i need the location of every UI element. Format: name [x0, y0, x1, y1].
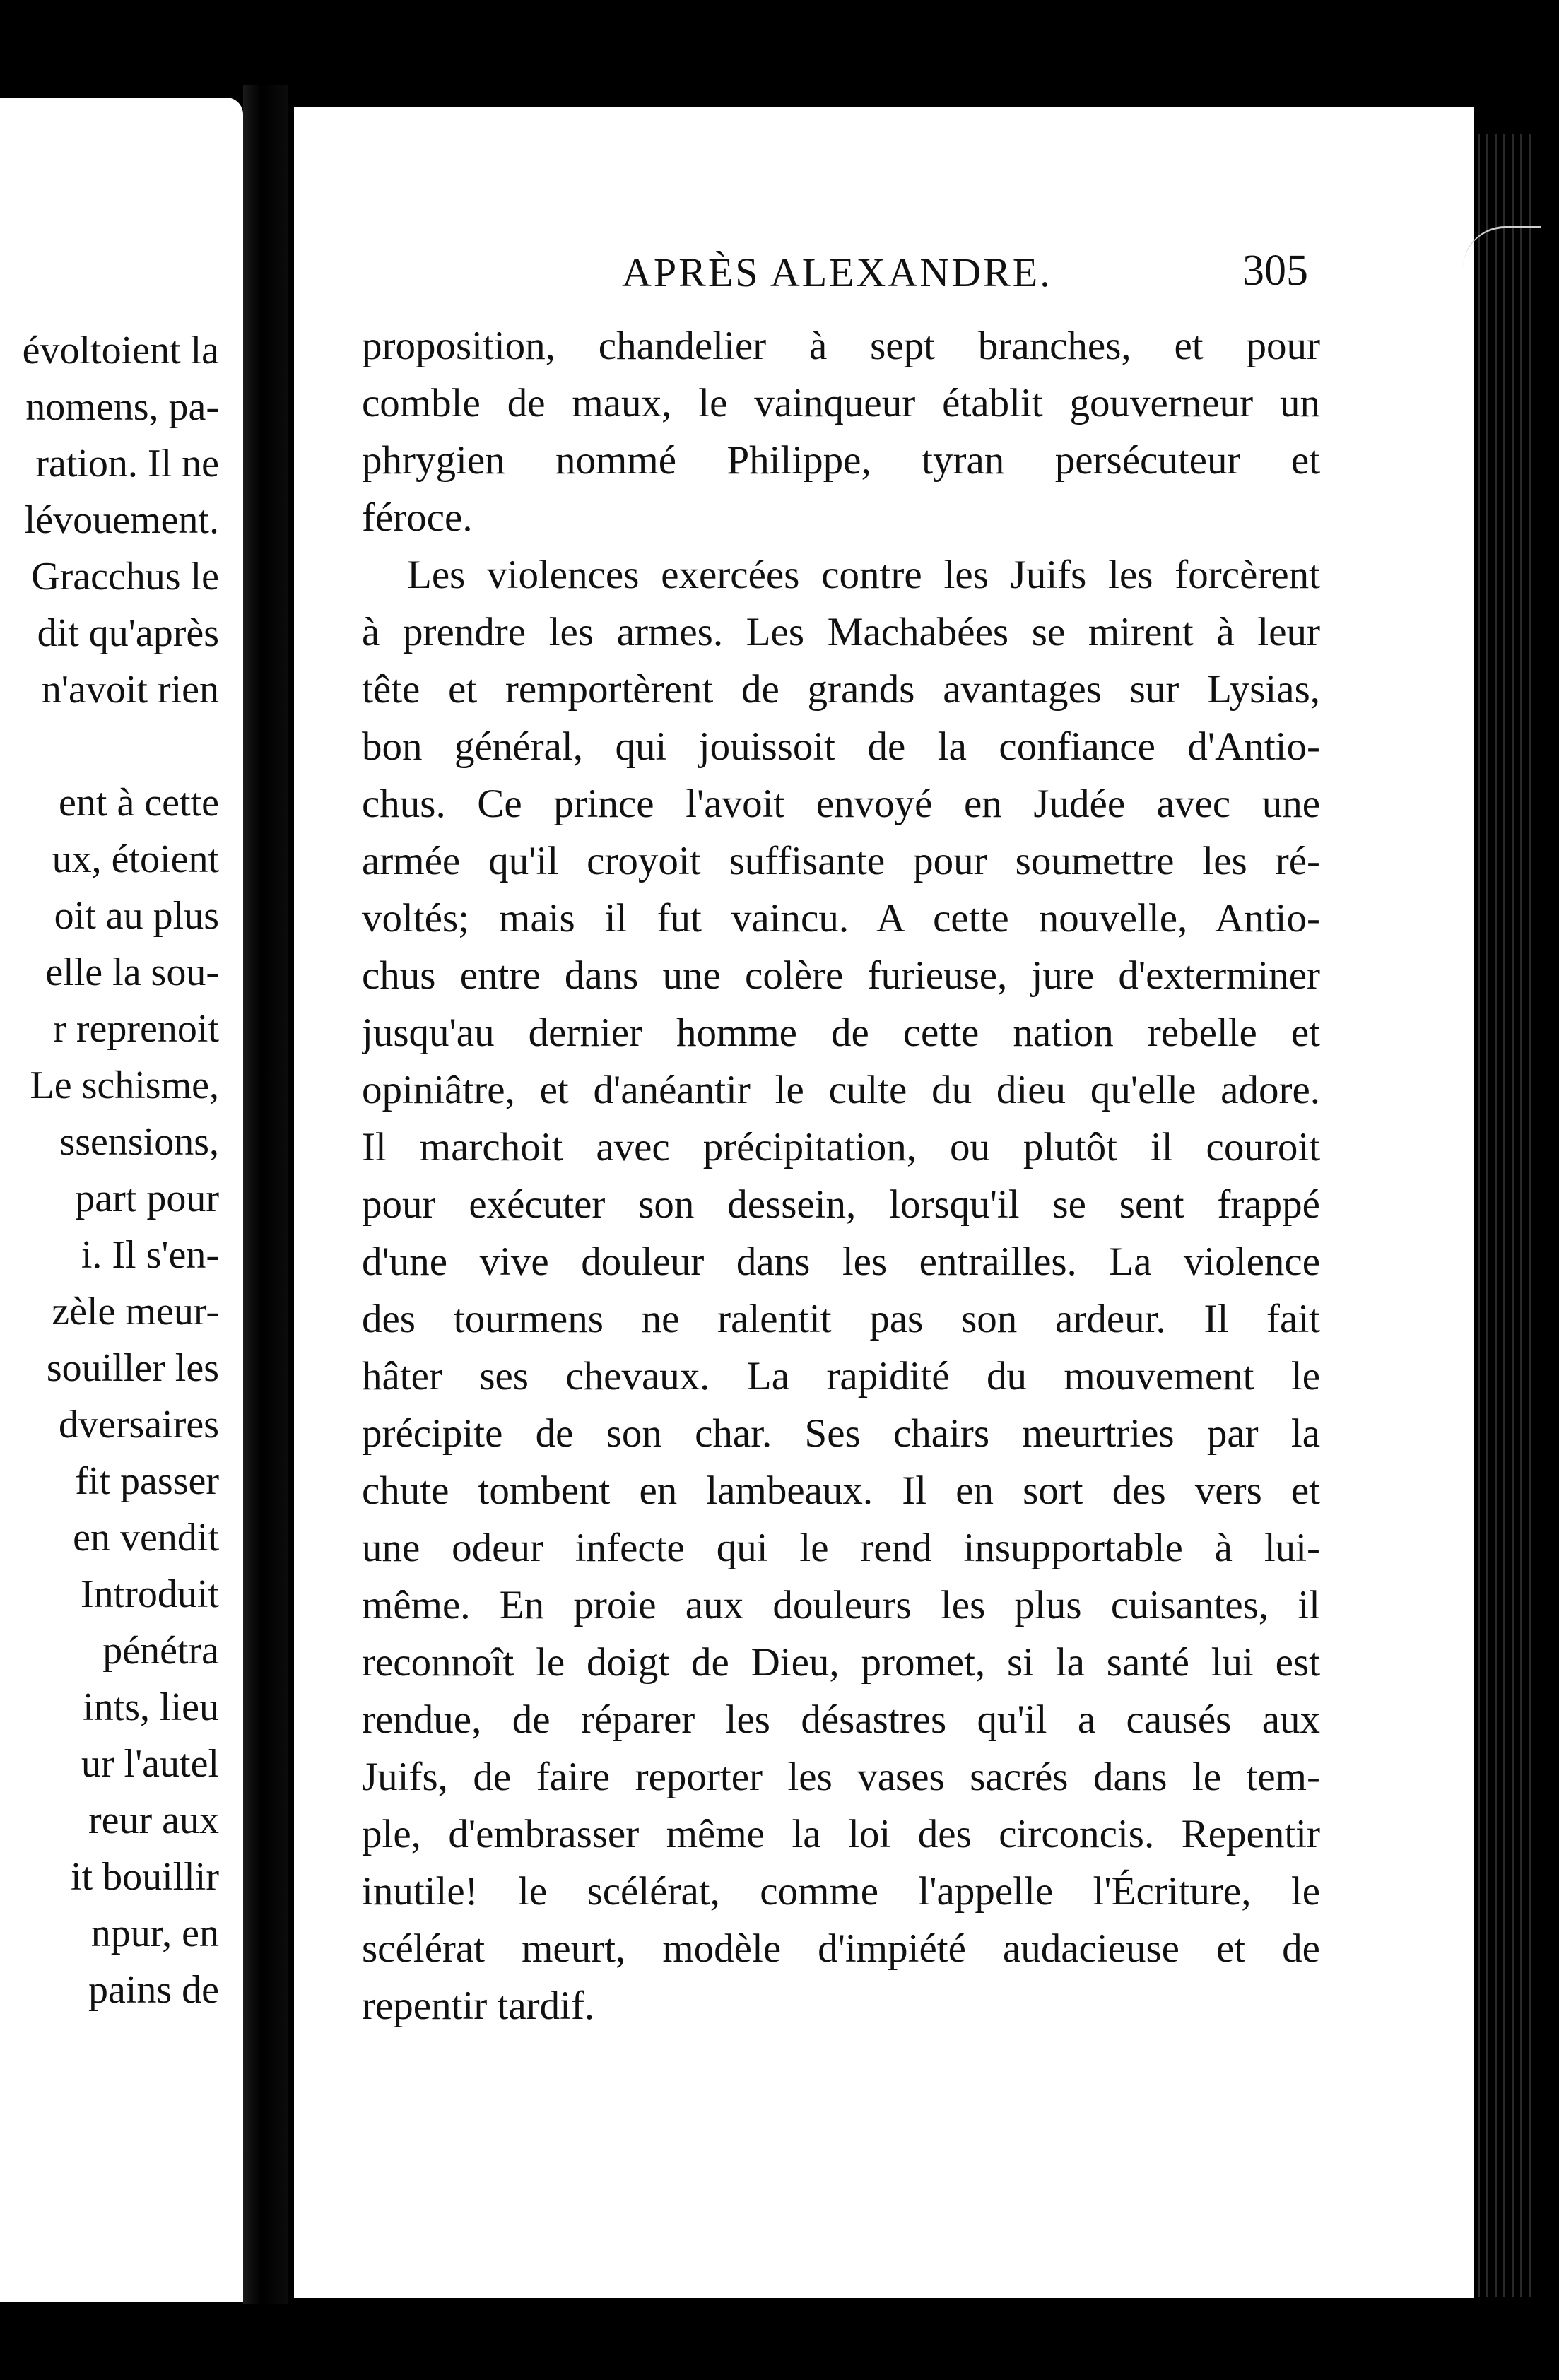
text-line: inutile! le scélérat, comme l'appelle l'Écriture, le — [362, 1869, 1320, 1914]
text-line: jusqu'au dernier homme de cette nation rebelle et — [362, 1011, 1320, 1055]
previous-page-line: Introduit — [81, 1572, 219, 1616]
text-line: armée qu'il croyoit suffisante pour soumettre les ré- — [362, 839, 1320, 883]
previous-page-line: ssensions, — [59, 1120, 219, 1164]
previous-page-line: ur l'autel — [81, 1742, 219, 1786]
text-line: même. En proie aux douleurs les plus cuisantes, il — [362, 1583, 1320, 1627]
previous-page-line: souiller les — [46, 1346, 219, 1390]
previous-page-line: n'avoit rien — [41, 668, 219, 712]
text-line: Il marchoit avec précipitation, ou plutôt il couroit — [362, 1125, 1320, 1170]
previous-page-line: Le schisme, — [30, 1064, 219, 1107]
page-edges — [1474, 134, 1531, 2297]
text-line: des tourmens ne ralentit pas son ardeur. Il fait — [362, 1297, 1320, 1341]
text-line: opiniâtre, et d'anéantir le culte du dieu qu'elle adore. — [362, 1068, 1320, 1112]
text-line: bon général, qui jouissoit de la confiance d'Antio- — [362, 724, 1320, 769]
previous-page-line: nomens, pa- — [25, 385, 219, 429]
previous-page-line: r reprenoit — [53, 1007, 219, 1051]
page-number: 305 — [1242, 247, 1308, 295]
previous-page-line: dit qu'après — [37, 611, 219, 655]
text-line: tête et remportèrent de grands avantages sur Lysias, — [362, 667, 1320, 712]
text-line: scélérat meurt, modèle d'impiété audacieuse et de — [362, 1926, 1320, 1971]
text-line: reconnoît le doigt de Dieu, promet, si la santé lui est — [362, 1640, 1320, 1685]
text-line: une odeur infecte qui le rend insupportable à lui- — [362, 1526, 1320, 1570]
previous-page-line: elle la sou- — [45, 950, 219, 994]
previous-page-line: dversaires — [58, 1403, 219, 1447]
text-line: précipite de son char. Ses chairs meurtries par la — [362, 1411, 1320, 1456]
text-line: ple, d'embrasser même la loi des circoncis. Repentir — [362, 1812, 1320, 1856]
text-line: rendue, de réparer les désastres qu'il a causés aux — [362, 1697, 1320, 1742]
previous-page-line: fit passer — [75, 1459, 219, 1503]
previous-page-line: reur aux — [88, 1798, 219, 1842]
previous-page-line: part pour — [75, 1177, 219, 1220]
text-line: proposition, chandelier à sept branches, et pour — [362, 324, 1320, 368]
previous-page-line: ints, lieu — [83, 1685, 219, 1729]
previous-page-line: lévouement. — [24, 498, 219, 542]
previous-page-line: ration. Il ne — [35, 442, 219, 485]
text-line: chus. Ce prince l'avoit envoyé en Judée avec une — [362, 782, 1320, 826]
text-line: repentir tardif. — [362, 1984, 595, 2028]
previous-page-line: zèle meur- — [52, 1290, 219, 1333]
previous-page-line: it bouillir — [71, 1855, 219, 1899]
previous-page-line: pénétra — [102, 1629, 219, 1673]
text-line: voltés; mais il fut vaincu. A cette nouvelle, Antio- — [362, 896, 1320, 941]
previous-page-line: évoltoient la — [22, 329, 219, 372]
previous-page-line: pains de — [88, 1968, 219, 2012]
text-line: hâter ses chevaux. La rapidité du mouvement le — [362, 1354, 1320, 1398]
text-line: à prendre les armes. Les Machabées se mirent à leur — [362, 610, 1320, 654]
previous-page-line: i. Il s'en- — [81, 1233, 219, 1277]
running-title: APRÈS ALEXANDRE. — [622, 249, 1052, 295]
text-line: chus entre dans une colère furieuse, jure d'exterminer — [362, 953, 1320, 998]
previous-page-line: npur, en — [90, 1911, 219, 1955]
text-line: Les violences exercées contre les Juifs les forcèrent — [407, 553, 1320, 597]
previous-page-line: oit au plus — [54, 894, 219, 938]
text-line: Juifs, de faire reporter les vases sacrés dans le tem- — [362, 1755, 1320, 1799]
text-line: phrygien nommé Philippe, tyran persécuteur et — [362, 438, 1320, 483]
text-line: féroce. — [362, 495, 473, 540]
previous-page-line: en vendit — [73, 1516, 219, 1560]
book-gutter — [243, 85, 288, 2304]
previous-page — [0, 98, 243, 2302]
text-line: pour exécuter son dessein, lorsqu'il se sent frappé — [362, 1182, 1320, 1227]
text-line: chute tombent en lambeaux. Il en sort des vers et — [362, 1468, 1320, 1513]
previous-page-line: ent à cette — [59, 781, 219, 825]
previous-page-line: ux, étoient — [52, 837, 219, 881]
text-line: comble de maux, le vainqueur établit gouverneur un — [362, 381, 1320, 425]
text-line: d'une vive douleur dans les entrailles. La violence — [362, 1239, 1320, 1284]
previous-page-line: Gracchus le — [31, 555, 219, 599]
